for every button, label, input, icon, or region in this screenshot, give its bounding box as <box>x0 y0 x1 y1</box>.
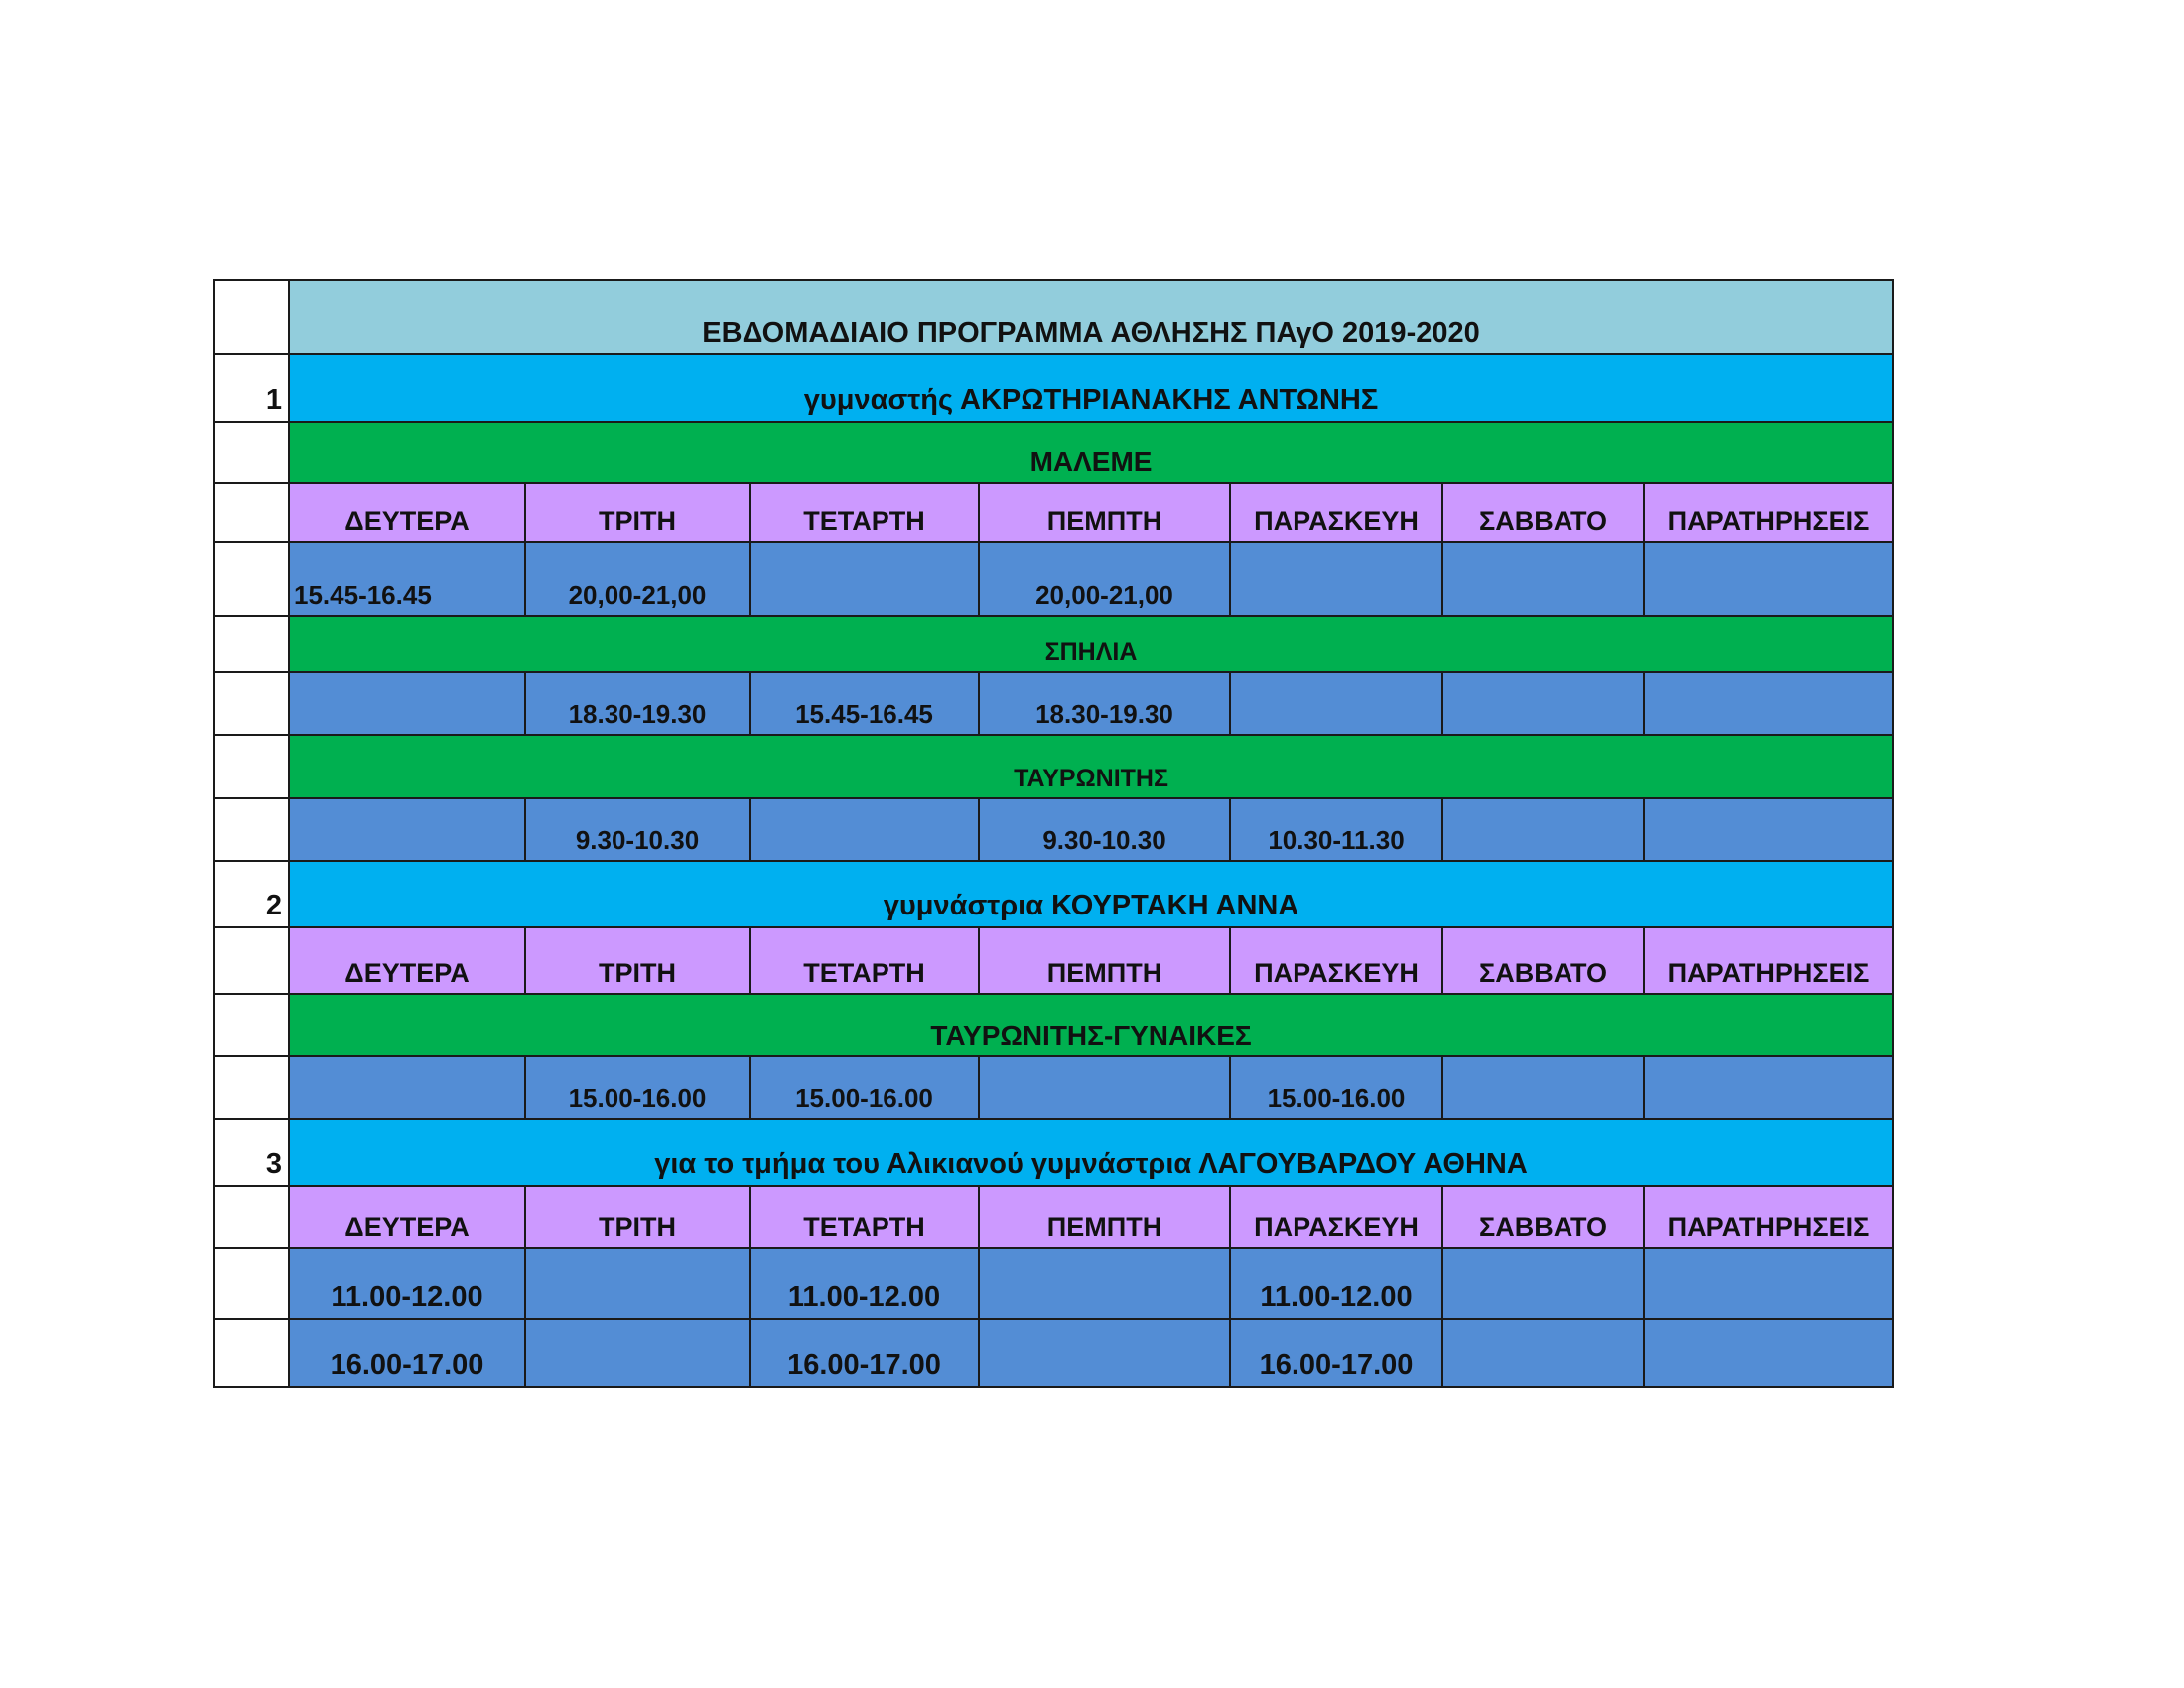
location-name: ΤΑΥΡΩΝΙΤΗΣ-ΓΥΝΑΙΚΕΣ <box>289 994 1893 1056</box>
teacher-name: γυμναστής ΑΚΡΩΤΗΡΙΑΝΑΚΗΣ ΑΝΤΩΝΗΣ <box>289 354 1893 422</box>
time-slot-cell <box>750 798 979 861</box>
day-wednesday: ΤΕΤΑΡΤΗ <box>750 927 979 994</box>
time-slot-cell <box>289 1056 525 1119</box>
time-slot-cell: 10.30-11.30 <box>1230 798 1442 861</box>
day-thursday: ΠΕΜΠΤΗ <box>979 483 1230 542</box>
section-number: 2 <box>214 861 289 927</box>
time-slot-cell: 16.00-17.00 <box>750 1319 979 1387</box>
weekly-schedule-table <box>213 279 1894 1388</box>
location-name: ΣΠΗΛΙΑ <box>289 616 1893 672</box>
time-slot-cell: 16.00-17.00 <box>1230 1319 1442 1387</box>
time-slot-cell <box>1230 672 1442 735</box>
row-number-cell <box>214 483 289 542</box>
time-slot-cell <box>979 1319 1230 1387</box>
time-slot-row <box>214 672 1893 735</box>
day-wednesday: ΤΕΤΑΡΤΗ <box>750 1186 979 1248</box>
day-remarks: ΠΑΡΑΤΗΡΗΣΕΙΣ <box>1644 483 1893 542</box>
time-slot-cell: 11.00-12.00 <box>1230 1248 1442 1319</box>
row-number-cell <box>214 1319 289 1387</box>
day-monday: ΔΕΥΤΕΡΑ <box>289 927 525 994</box>
time-slot-cell <box>1644 798 1893 861</box>
teacher-row <box>214 354 1893 422</box>
teacher-row <box>214 1119 1893 1186</box>
time-slot-cell <box>1442 672 1644 735</box>
time-slot-cell: 15.45-16.45 <box>750 672 979 735</box>
time-slot-cell <box>1644 1319 1893 1387</box>
days-header-row <box>214 927 1893 994</box>
time-slot-cell <box>525 1319 750 1387</box>
time-slot-cell <box>525 1248 750 1319</box>
time-slot-cell <box>1442 1319 1644 1387</box>
time-slot-cell <box>289 798 525 861</box>
time-slot-cell: 15.45-16.45 <box>289 542 525 616</box>
teacher-name: για το τμήμα του Αλικιανού γυμνάστρια ΛΑΓΟΥΒΑΡΔΟΥ ΑΘΗΝΑ <box>289 1119 1893 1186</box>
day-thursday: ΠΕΜΠΤΗ <box>979 927 1230 994</box>
row-number-cell <box>214 798 289 861</box>
location-row <box>214 422 1893 483</box>
row-number-cell <box>214 735 289 798</box>
location-name: ΤΑΥΡΩΝΙΤΗΣ <box>289 735 1893 798</box>
time-slot-row <box>214 1056 1893 1119</box>
days-header-row <box>214 1186 1893 1248</box>
time-slot-cell <box>1442 542 1644 616</box>
day-friday: ΠΑΡΑΣΚΕΥΗ <box>1230 483 1442 542</box>
day-monday: ΔΕΥΤΕΡΑ <box>289 483 525 542</box>
row-number-cell <box>214 616 289 672</box>
row-number-cell <box>214 422 289 483</box>
day-remarks: ΠΑΡΑΤΗΡΗΣΕΙΣ <box>1644 1186 1893 1248</box>
schedule-title: ΕΒΔΟΜΑΔΙΑΙΟ ΠΡΟΓΡΑΜΜΑ ΑΘΛΗΣΗΣ ΠΑγΟ 2019-2020 <box>289 280 1893 354</box>
time-slot-cell <box>979 1056 1230 1119</box>
day-remarks: ΠΑΡΑΤΗΡΗΣΕΙΣ <box>1644 927 1893 994</box>
time-slot-cell <box>1644 542 1893 616</box>
location-name: ΜΑΛΕΜΕ <box>289 422 1893 483</box>
day-friday: ΠΑΡΑΣΚΕΥΗ <box>1230 927 1442 994</box>
time-slot-cell: 15.00-16.00 <box>750 1056 979 1119</box>
row-number-cell <box>214 1248 289 1319</box>
time-slot-cell: 11.00-12.00 <box>289 1248 525 1319</box>
row-number-cell <box>214 672 289 735</box>
time-slot-cell: 11.00-12.00 <box>750 1248 979 1319</box>
row-number-cell <box>214 280 289 354</box>
time-slot-cell: 16.00-17.00 <box>289 1319 525 1387</box>
time-slot-cell <box>1442 1056 1644 1119</box>
day-thursday: ΠΕΜΠΤΗ <box>979 1186 1230 1248</box>
location-row <box>214 616 1893 672</box>
time-slot-cell: 18.30-19.30 <box>525 672 750 735</box>
day-friday: ΠΑΡΑΣΚΕΥΗ <box>1230 1186 1442 1248</box>
title-row <box>214 280 1893 354</box>
time-slot-cell <box>1442 798 1644 861</box>
time-slot-row <box>214 798 1893 861</box>
location-row <box>214 735 1893 798</box>
row-number-cell <box>214 994 289 1056</box>
time-slot-cell: 9.30-10.30 <box>979 798 1230 861</box>
day-tuesday: ΤΡΙΤΗ <box>525 1186 750 1248</box>
time-slot-cell: 9.30-10.30 <box>525 798 750 861</box>
row-number-cell <box>214 542 289 616</box>
day-saturday: ΣΑΒΒΑΤΟ <box>1442 1186 1644 1248</box>
time-slot-cell <box>979 1248 1230 1319</box>
time-slot-row <box>214 542 1893 616</box>
day-tuesday: ΤΡΙΤΗ <box>525 927 750 994</box>
teacher-row <box>214 861 1893 927</box>
time-slot-cell <box>1442 1248 1644 1319</box>
location-row <box>214 994 1893 1056</box>
section-number: 1 <box>214 354 289 422</box>
day-saturday: ΣΑΒΒΑΤΟ <box>1442 927 1644 994</box>
time-slot-cell <box>1644 1248 1893 1319</box>
time-slot-cell <box>750 542 979 616</box>
time-slot-cell <box>1644 672 1893 735</box>
time-slot-cell: 15.00-16.00 <box>525 1056 750 1119</box>
section-number: 3 <box>214 1119 289 1186</box>
time-slot-row <box>214 1319 1893 1387</box>
row-number-cell <box>214 927 289 994</box>
time-slot-cell <box>1230 542 1442 616</box>
time-slot-cell: 15.00-16.00 <box>1230 1056 1442 1119</box>
day-tuesday: ΤΡΙΤΗ <box>525 483 750 542</box>
row-number-cell <box>214 1056 289 1119</box>
time-slot-cell: 18.30-19.30 <box>979 672 1230 735</box>
day-monday: ΔΕΥΤΕΡΑ <box>289 1186 525 1248</box>
row-number-cell <box>214 1186 289 1248</box>
time-slot-cell: 20,00-21,00 <box>525 542 750 616</box>
teacher-name: γυμνάστρια ΚΟΥΡΤΑΚΗ ΑΝΝΑ <box>289 861 1893 927</box>
time-slot-cell <box>289 672 525 735</box>
day-saturday: ΣΑΒΒΑΤΟ <box>1442 483 1644 542</box>
time-slot-cell: 20,00-21,00 <box>979 542 1230 616</box>
day-wednesday: ΤΕΤΑΡΤΗ <box>750 483 979 542</box>
time-slot-row <box>214 1248 1893 1319</box>
days-header-row <box>214 483 1893 542</box>
time-slot-cell <box>1644 1056 1893 1119</box>
